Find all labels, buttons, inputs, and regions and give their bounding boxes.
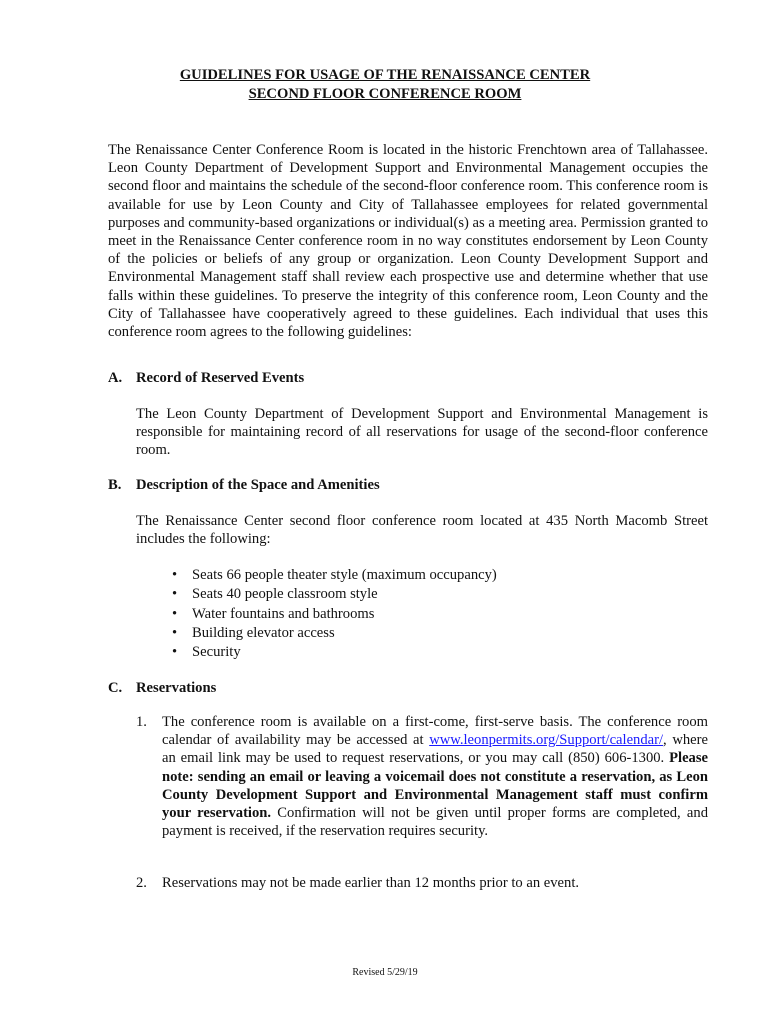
reservation-item-2 (136, 874, 708, 892)
item-text: The conference room is available on a first-come, first-serve basis. The conference room calendar of availability may be accessed at (162, 714, 708, 749)
item-note-bold: Please note: sending an email or leaving a voicemail does not constitute a reservation, as Leon County Development Support and Environmental Management staff must confirm your reservation. (162, 750, 708, 822)
list-item-text: Building elevator access (192, 624, 335, 641)
section-letter: C. (108, 680, 123, 696)
list-item (172, 566, 497, 585)
item-text: Confirmation will not be given until proper forms are completed, and payment is received, if the reservation requires security. (162, 805, 709, 840)
document-title (0, 66, 770, 103)
section-a-heading (108, 369, 304, 387)
revised-date-footer: Revised 5/29/19 (352, 967, 418, 978)
section-letter: B. (108, 477, 122, 493)
bullet-icon: • (172, 605, 178, 622)
section-heading-text: Record of Reserved Events (136, 370, 305, 386)
section-heading-text: Description of the Space and Amenities (136, 477, 380, 493)
section-letter: A. (108, 370, 123, 386)
section-a-text: The Leon County Department of Development Support and Environmental Management is responsible for maintaining record of all reservations for usage of the second-floor conference room. (136, 406, 708, 459)
list-item (172, 643, 497, 662)
section-heading-text: Reservations (136, 680, 217, 696)
bullet-icon: • (172, 567, 178, 583)
list-item-text: Seats 66 people theater style (maximum occupancy) (192, 567, 497, 583)
item-number: 1. (136, 714, 147, 730)
bullet-icon: • (172, 586, 178, 603)
calendar-link[interactable]: www.leonpermits.org/Support/calendar/ (429, 732, 664, 749)
section-b-heading (108, 476, 380, 494)
intro-paragraph: The Renaissance Center Conference Room is located in the historic Frenchtown area of Tallahassee. Leon County Department of Development Support and Environmental Management occupies the second floor and maintains the schedule of the second-floor conference room. This conference room is available for use by Leon County and City of Tallahassee employees for related governmental purposes and community-based organizations or individual(s) as a meeting area. Permission granted to meet in the Renaissance Center conference room in no way constitutes endorsement by Leon County of the policies or beliefs of any group or organization. Leon County Development Support and Environmental Management staff shall review each prospective use and determine whether that use falls within these guidelines. To preserve the integrity of this conference room, Leon County and the City of Tallahassee have cooperatively agreed to these guidelines. Each individual that uses this conference room agrees to the following guidelines: (108, 142, 708, 341)
section-c-heading (108, 679, 216, 697)
amenities-list (172, 566, 497, 662)
bullet-icon: • (172, 624, 178, 641)
item-text: Reservations may not be made earlier than 12 months prior to an event. (162, 875, 580, 891)
reservation-item-1 (136, 713, 708, 840)
title-line-1: GUIDELINES FOR USAGE OF THE RENAISSANCE CENTER (179, 67, 591, 83)
list-item (172, 624, 497, 643)
list-item-text: Water fountains and bathrooms (192, 605, 375, 622)
list-item-text: Security (192, 644, 241, 661)
section-b-text: The Renaissance Center second floor conference room located at 435 North Macomb Street includes the following: (136, 513, 708, 548)
list-item-text: Seats 40 people classroom style (192, 586, 378, 603)
list-item (172, 585, 497, 604)
item-text: , where an email link may be used to request reservations, or you may call (850) 606-1300. (162, 732, 708, 767)
title-line-2: SECOND FLOOR CONFERENCE ROOM (248, 86, 522, 103)
bullet-icon: • (172, 644, 178, 661)
list-item (172, 605, 497, 624)
item-number: 2. (136, 875, 147, 891)
